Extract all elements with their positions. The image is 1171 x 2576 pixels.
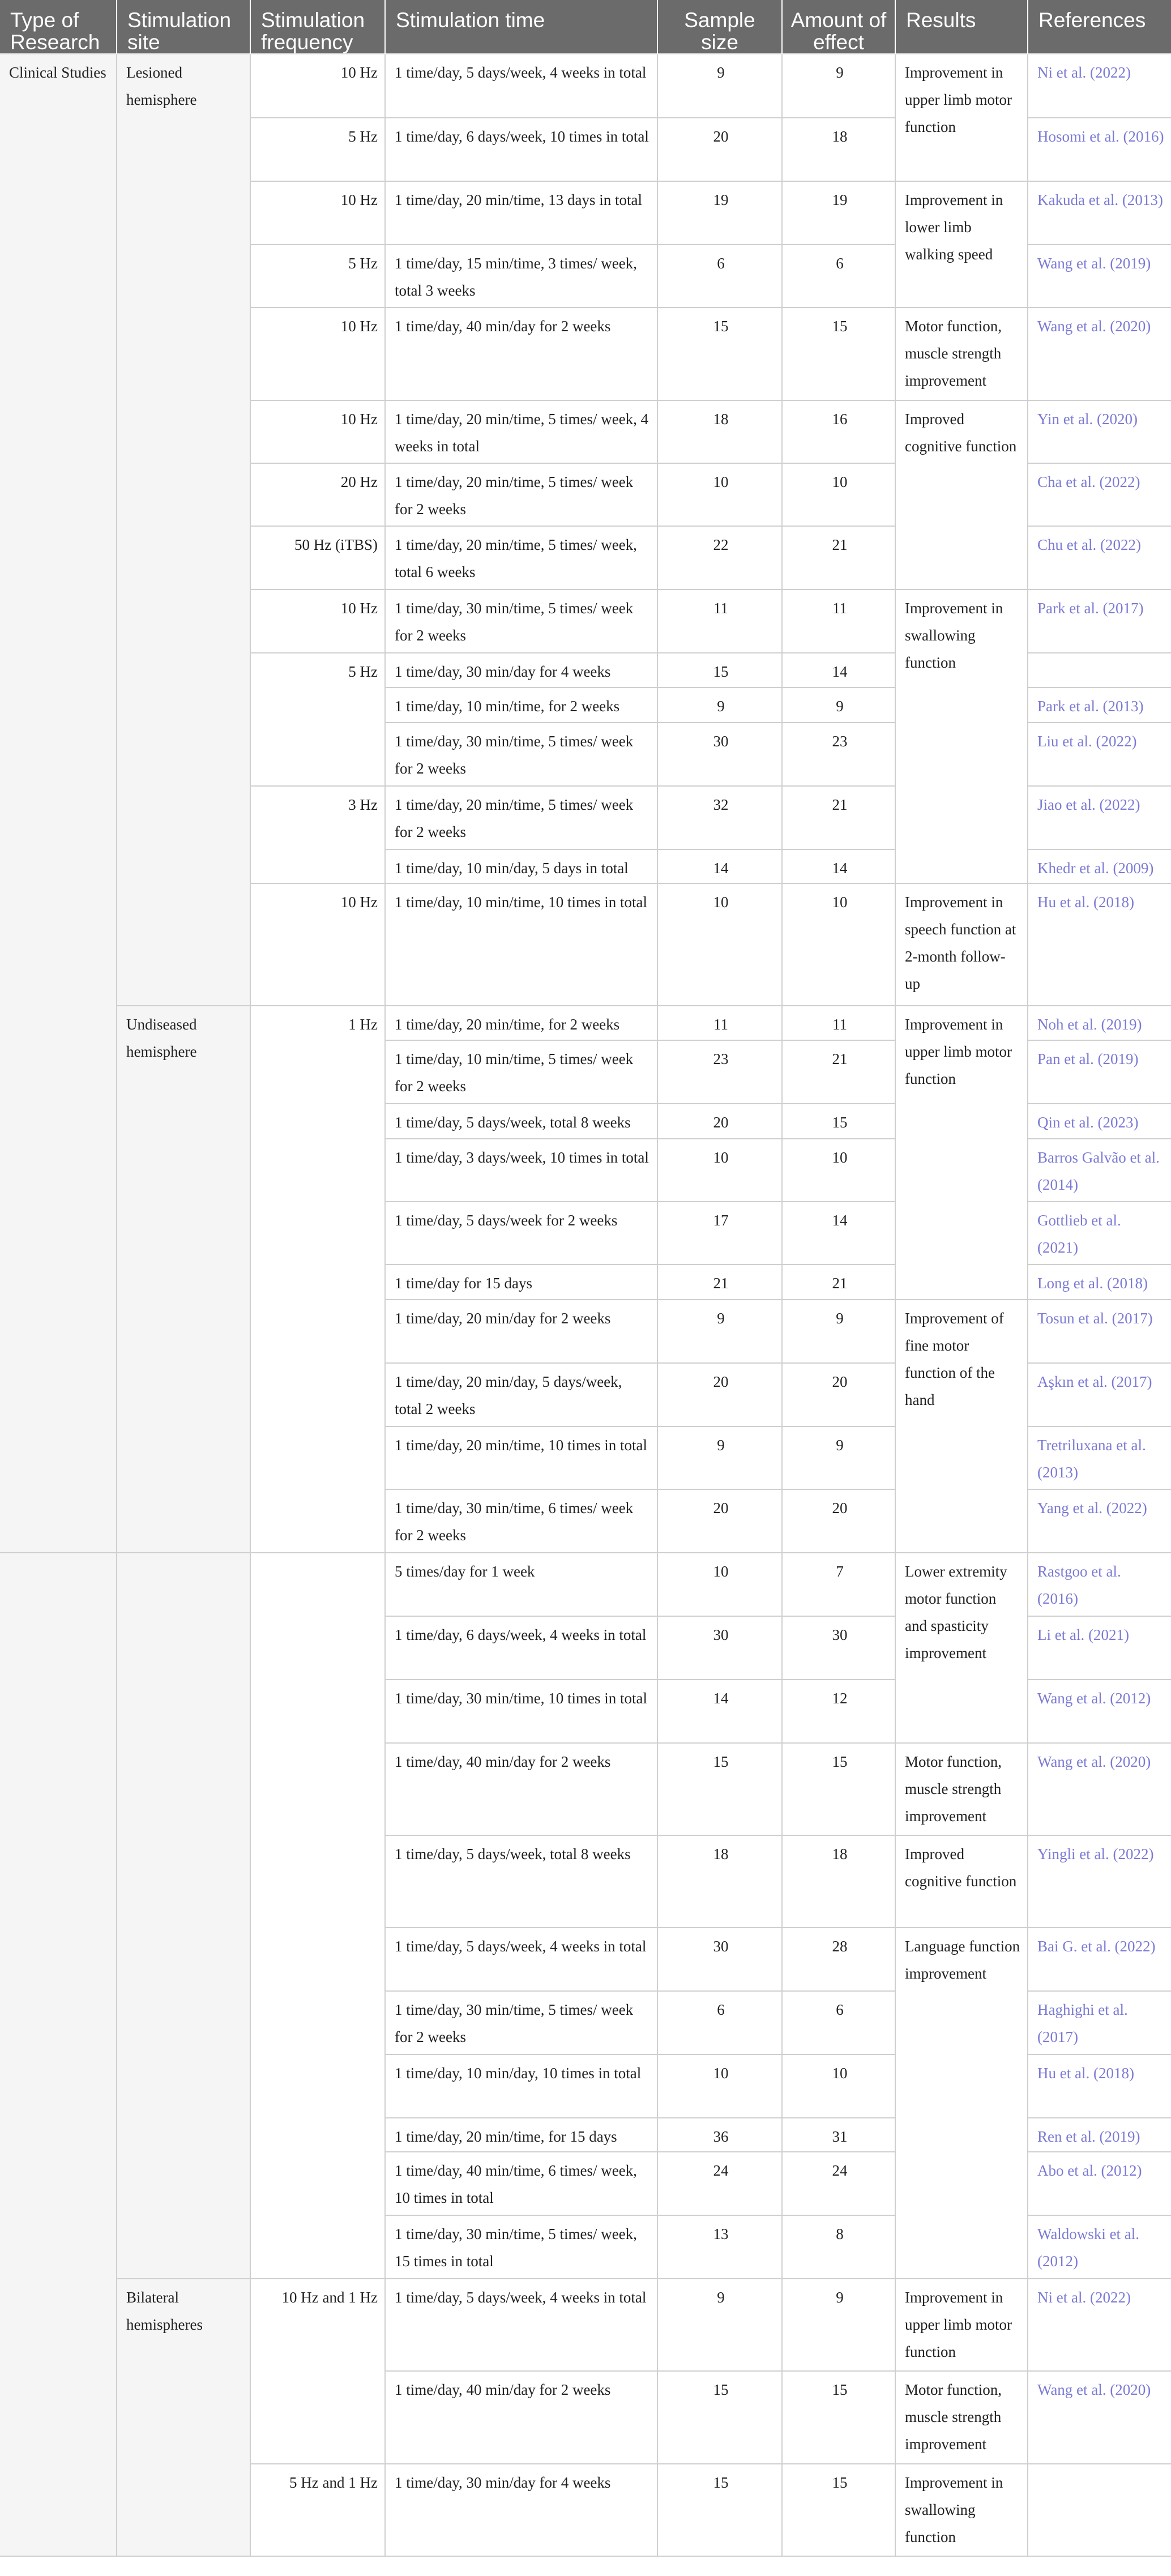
type-of-research-cell: [0, 1553, 117, 2556]
time-cell: 1 time/day, 5 days/week, 4 weeks in total: [385, 2279, 657, 2371]
sample-size-cell: 10: [657, 1139, 782, 1202]
frequency-cell: 20 Hz: [250, 463, 385, 527]
time-cell: 1 time/day, 30 min/time, 5 times/ week for 2 weeks: [385, 723, 657, 786]
reference-link[interactable]: Wang et al. (2020): [1028, 2371, 1171, 2463]
effect-cell: 30: [782, 1616, 895, 1680]
sample-size-cell: 14: [657, 1680, 782, 1743]
table-row: [0, 2279, 1171, 2371]
reference-link[interactable]: Waldowski et al. (2012): [1028, 2215, 1171, 2279]
reference-link[interactable]: Abo et al. (2012): [1028, 2152, 1171, 2215]
reference-link[interactable]: Yang et al. (2022): [1028, 1489, 1171, 1553]
effect-cell: 24: [782, 2152, 895, 2215]
results-cell: Improvement in speech function at 2-month follow-up: [895, 883, 1028, 1006]
results-cell: Improvement in upper limb motor function: [895, 1006, 1028, 1300]
type-of-research-cell: Clinical Studies: [0, 54, 117, 1553]
sample-size-cell: 9: [657, 687, 782, 723]
time-cell: 1 time/day, 20 min/time, 5 times/ week, total 6 weeks: [385, 526, 657, 589]
effect-cell: 10: [782, 463, 895, 527]
frequency-cell: 10 Hz and 1 Hz: [250, 2279, 385, 2464]
sample-size-cell: 20: [657, 1489, 782, 1553]
time-cell: 1 time/day, 5 days/week, total 8 weeks: [385, 1835, 657, 1928]
time-cell: 1 time/day for 15 days: [385, 1264, 657, 1299]
reference-link[interactable]: Ni et al. (2022): [1028, 2279, 1171, 2371]
effect-cell: 18: [782, 1835, 895, 1928]
time-cell: 1 time/day, 10 min/time, for 2 weeks: [385, 687, 657, 723]
site-cell: Bilateral hemispheres: [117, 2279, 250, 2556]
time-cell: 1 time/day, 10 min/day, 5 days in total: [385, 849, 657, 883]
sample-size-cell: 22: [657, 526, 782, 589]
table-row: [0, 54, 1171, 118]
reference-link[interactable]: Hu et al. (2018): [1028, 883, 1171, 1006]
time-cell: 1 time/day, 20 min/time, 5 times/ week for 2 weeks: [385, 463, 657, 527]
time-cell: 1 time/day, 3 days/week, 10 times in total: [385, 1139, 657, 1202]
time-cell: 1 time/day, 5 days/week for 2 weeks: [385, 1202, 657, 1265]
reference-link[interactable]: Qin et al. (2023): [1028, 1104, 1171, 1138]
sample-size-cell: 36: [657, 2118, 782, 2152]
sample-size-cell: 30: [657, 1928, 782, 1991]
effect-cell: 9: [782, 2279, 895, 2371]
effect-cell: 14: [782, 849, 895, 883]
effect-cell: 11: [782, 1006, 895, 1040]
results-cell: Improvement in swallowing function: [895, 2464, 1028, 2556]
effect-cell: 8: [782, 2215, 895, 2279]
effect-cell: 18: [782, 118, 895, 181]
time-cell: 1 time/day, 30 min/time, 5 times/ week, 15 times in total: [385, 2215, 657, 2279]
reference-link[interactable]: Noh et al. (2019): [1028, 1006, 1171, 1040]
time-cell: 1 time/day, 40 min/day for 2 weeks: [385, 307, 657, 400]
effect-cell: 15: [782, 1743, 895, 1835]
time-cell: 1 time/day, 5 days/week, 4 weeks in total: [385, 54, 657, 118]
time-cell: 1 time/day, 10 min/day, 10 times in total: [385, 2054, 657, 2118]
reference-link[interactable]: Tosun et al. (2017): [1028, 1300, 1171, 1363]
time-cell: 1 time/day, 30 min/time, 5 times/ week for 2 weeks: [385, 589, 657, 653]
effect-cell: 12: [782, 1680, 895, 1743]
reference-link[interactable]: Hosomi et al. (2016): [1028, 118, 1171, 181]
results-cell: Improvement in lower limb walking speed: [895, 181, 1028, 308]
effect-cell: 9: [782, 1300, 895, 1363]
effect-cell: 15: [782, 1104, 895, 1138]
reference-link[interactable]: Chu et al. (2022): [1028, 526, 1171, 589]
time-cell: 1 time/day, 15 min/time, 3 times/ week, total 3 weeks: [385, 245, 657, 308]
frequency-cell: 3 Hz: [250, 786, 385, 883]
sample-size-cell: 15: [657, 2464, 782, 2556]
effect-cell: 6: [782, 1991, 895, 2054]
time-cell: 1 time/day, 20 min/time, 5 times/ week, 4 weeks in total: [385, 400, 657, 463]
header-row: [0, 0, 1171, 54]
reference-link[interactable]: Wang et al. (2020): [1028, 307, 1171, 400]
sample-size-cell: 9: [657, 1426, 782, 1490]
effect-cell: 31: [782, 2118, 895, 2152]
reference-link[interactable]: Long et al. (2018): [1028, 1264, 1171, 1299]
frequency-cell: 10 Hz: [250, 400, 385, 463]
effect-cell: 10: [782, 1139, 895, 1202]
time-cell: 1 time/day, 30 min/time, 6 times/ week for 2 weeks: [385, 1489, 657, 1553]
sample-size-cell: 20: [657, 1104, 782, 1138]
sample-size-cell: 17: [657, 1202, 782, 1265]
results-cell: Improvement in swallowing function: [895, 589, 1028, 883]
sample-size-cell: 10: [657, 883, 782, 1006]
reference-link[interactable]: Yin et al. (2020): [1028, 400, 1171, 463]
reference-link[interactable]: Park et al. (2017): [1028, 589, 1171, 653]
time-cell: 1 time/day, 5 days/week, total 8 weeks: [385, 1104, 657, 1138]
effect-cell: 21: [782, 786, 895, 849]
time-cell: 1 time/day, 10 min/time, 10 times in total: [385, 883, 657, 1006]
effect-cell: 21: [782, 1040, 895, 1104]
reference-link[interactable]: [1028, 653, 1171, 687]
effect-cell: 21: [782, 1264, 895, 1299]
time-cell: 1 time/day, 30 min/day for 4 weeks: [385, 2464, 657, 2556]
sample-size-cell: 9: [657, 1300, 782, 1363]
sample-size-cell: 20: [657, 1363, 782, 1426]
time-cell: 1 time/day, 10 min/time, 5 times/ week for 2 weeks: [385, 1040, 657, 1104]
frequency-cell: 5 Hz: [250, 653, 385, 786]
sample-size-cell: 15: [657, 1743, 782, 1835]
effect-cell: 10: [782, 2054, 895, 2118]
reference-link[interactable]: Haghighi et al. (2017): [1028, 1991, 1171, 2054]
results-cell: Improved cognitive function: [895, 400, 1028, 590]
reference-link[interactable]: Khedr et al. (2009): [1028, 849, 1171, 883]
time-cell: 1 time/day, 40 min/time, 6 times/ week, 10 times in total: [385, 2152, 657, 2215]
reference-link[interactable]: Cha et al. (2022): [1028, 463, 1171, 527]
time-cell: 1 time/day, 6 days/week, 4 weeks in total: [385, 1616, 657, 1680]
reference-link[interactable]: Rastgoo et al. (2016): [1028, 1553, 1171, 1616]
reference-link[interactable]: Li et al. (2021): [1028, 1616, 1171, 1680]
header-stimulation-site: Stimulation site: [117, 0, 250, 54]
reference-link[interactable]: Hu et al. (2018): [1028, 2054, 1171, 2118]
effect-cell: 16: [782, 400, 895, 463]
sample-size-cell: 32: [657, 786, 782, 849]
sample-size-cell: 23: [657, 1040, 782, 1104]
reference-link[interactable]: Park et al. (2013): [1028, 687, 1171, 723]
sample-size-cell: 6: [657, 1991, 782, 2054]
sample-size-cell: 18: [657, 1835, 782, 1928]
frequency-cell: 5 Hz: [250, 118, 385, 181]
effect-cell: 9: [782, 54, 895, 118]
time-cell: 1 time/day, 20 min/day for 2 weeks: [385, 1300, 657, 1363]
effect-cell: 9: [782, 1426, 895, 1490]
effect-cell: 15: [782, 2464, 895, 2556]
header-results: Results: [895, 0, 1028, 54]
header-stimulation-frequency: Stimulation frequency: [250, 0, 385, 54]
sample-size-cell: 6: [657, 245, 782, 308]
effect-cell: 28: [782, 1928, 895, 1991]
time-cell: 5 times/day for 1 week: [385, 1553, 657, 1616]
sample-size-cell: 30: [657, 723, 782, 786]
frequency-cell: 1 Hz: [250, 1006, 385, 1553]
header-references: References: [1028, 0, 1171, 54]
sample-size-cell: 10: [657, 1553, 782, 1616]
results-cell: Improvement in upper limb motor function: [895, 54, 1028, 181]
reference-link[interactable]: Pan et al. (2019): [1028, 1040, 1171, 1104]
reference-link[interactable]: Aşkın et al. (2017): [1028, 1363, 1171, 1426]
frequency-cell: 10 Hz: [250, 589, 385, 653]
header-stimulation-time: Stimulation time: [385, 0, 657, 54]
time-cell: 1 time/day, 40 min/day for 2 weeks: [385, 2371, 657, 2463]
reference-link[interactable]: Wang et al. (2019): [1028, 245, 1171, 308]
sample-size-cell: 10: [657, 2054, 782, 2118]
reference-link[interactable]: Kakuda et al. (2013): [1028, 181, 1171, 245]
time-cell: 1 time/day, 20 min/time, 5 times/ week for 2 weeks: [385, 786, 657, 849]
reference-link[interactable]: Yingli et al. (2022): [1028, 1835, 1171, 1928]
effect-cell: 11: [782, 589, 895, 653]
reference-link[interactable]: Ren et al. (2019): [1028, 2118, 1171, 2152]
effect-cell: 9: [782, 687, 895, 723]
reference-link[interactable]: Liu et al. (2022): [1028, 723, 1171, 786]
reference-link[interactable]: [1028, 2464, 1171, 2556]
time-cell: 1 time/day, 20 min/time, 10 times in total: [385, 1426, 657, 1490]
sample-size-cell: 11: [657, 1006, 782, 1040]
time-cell: 1 time/day, 30 min/time, 10 times in total: [385, 1680, 657, 1743]
header-type-of-research: Type of Research: [0, 0, 117, 54]
sample-size-cell: 19: [657, 181, 782, 245]
sample-size-cell: 10: [657, 463, 782, 527]
effect-cell: 21: [782, 526, 895, 589]
frequency-cell: 10 Hz: [250, 307, 385, 400]
time-cell: 1 time/day, 20 min/time, 13 days in total: [385, 181, 657, 245]
table-row: [0, 1006, 1171, 1040]
sample-size-cell: 11: [657, 589, 782, 653]
sample-size-cell: 9: [657, 54, 782, 118]
time-cell: 1 time/day, 5 days/week, 4 weeks in total: [385, 1928, 657, 1991]
frequency-cell: 10 Hz: [250, 181, 385, 245]
reference-link[interactable]: Wang et al. (2020): [1028, 1743, 1171, 1835]
sample-size-cell: 15: [657, 653, 782, 687]
time-cell: 1 time/day, 20 min/time, for 2 weeks: [385, 1006, 657, 1040]
page-bottom-margin: [0, 2557, 1171, 2576]
sample-size-cell: 24: [657, 2152, 782, 2215]
results-cell: Motor function, muscle strength improvement: [895, 307, 1028, 400]
effect-cell: 23: [782, 723, 895, 786]
reference-link[interactable]: Tretriluxana et al. (2013): [1028, 1426, 1171, 1490]
header-amount-of-effect: Amount of effect: [782, 0, 895, 54]
sample-size-cell: 30: [657, 1616, 782, 1680]
sample-size-cell: 20: [657, 118, 782, 181]
sample-size-cell: 15: [657, 2371, 782, 2463]
site-cell: Lesioned hemisphere: [117, 54, 250, 1006]
time-cell: 1 time/day, 20 min/day, 5 days/week, total 2 weeks: [385, 1363, 657, 1426]
sample-size-cell: 9: [657, 2279, 782, 2371]
time-cell: 1 time/day, 20 min/time, for 15 days: [385, 2118, 657, 2152]
frequency-cell: 10 Hz: [250, 883, 385, 1006]
time-cell: 1 time/day, 30 min/time, 5 times/ week for 2 weeks: [385, 1991, 657, 2054]
time-cell: 1 time/day, 40 min/day for 2 weeks: [385, 1743, 657, 1835]
time-cell: 1 time/day, 6 days/week, 10 times in total: [385, 118, 657, 181]
effect-cell: 19: [782, 181, 895, 245]
results-cell: Improvement in upper limb motor function: [895, 2279, 1028, 2371]
results-cell: Improvement of fine motor function of the hand: [895, 1300, 1028, 1553]
effect-cell: 6: [782, 245, 895, 308]
reference-link[interactable]: Gottlieb et al. (2021): [1028, 1202, 1171, 1265]
sample-size-cell: 14: [657, 849, 782, 883]
results-cell: Language function improvement: [895, 1928, 1028, 2279]
reference-link[interactable]: Barros Galvão et al. (2014): [1028, 1139, 1171, 1202]
sample-size-cell: 13: [657, 2215, 782, 2279]
results-cell: Improved cognitive function: [895, 1835, 1028, 1928]
frequency-cell: 5 Hz: [250, 245, 385, 308]
effect-cell: 15: [782, 307, 895, 400]
sample-size-cell: 15: [657, 307, 782, 400]
effect-cell: 20: [782, 1363, 895, 1426]
sample-size-cell: 21: [657, 1264, 782, 1299]
time-cell: 1 time/day, 30 min/day for 4 weeks: [385, 653, 657, 687]
site-cell: [117, 1553, 250, 2279]
site-cell: Undiseased hemisphere: [117, 1006, 250, 1553]
reference-link[interactable]: Wang et al. (2012): [1028, 1680, 1171, 1743]
sample-size-cell: 18: [657, 400, 782, 463]
frequency-cell: [250, 1553, 385, 2279]
frequency-cell: 50 Hz (iTBS): [250, 526, 385, 589]
reference-link[interactable]: Jiao et al. (2022): [1028, 786, 1171, 849]
header-sample-size: Sample size: [657, 0, 782, 54]
results-cell: Motor function, muscle strength improvement: [895, 1743, 1028, 1835]
effect-cell: 10: [782, 883, 895, 1006]
effect-cell: 14: [782, 653, 895, 687]
table-row: [0, 1553, 1171, 1616]
results-cell: Lower extremity motor function and spasticity improvement: [895, 1553, 1028, 1743]
frequency-cell: 5 Hz and 1 Hz: [250, 2464, 385, 2556]
reference-link[interactable]: Bai G. et al. (2022): [1028, 1928, 1171, 1991]
frequency-cell: 10 Hz: [250, 54, 385, 118]
effect-cell: 14: [782, 1202, 895, 1265]
effect-cell: 7: [782, 1553, 895, 1616]
effect-cell: 20: [782, 1489, 895, 1553]
results-cell: Motor function, muscle strength improvement: [895, 2371, 1028, 2463]
effect-cell: 15: [782, 2371, 895, 2463]
reference-link[interactable]: Ni et al. (2022): [1028, 54, 1171, 118]
